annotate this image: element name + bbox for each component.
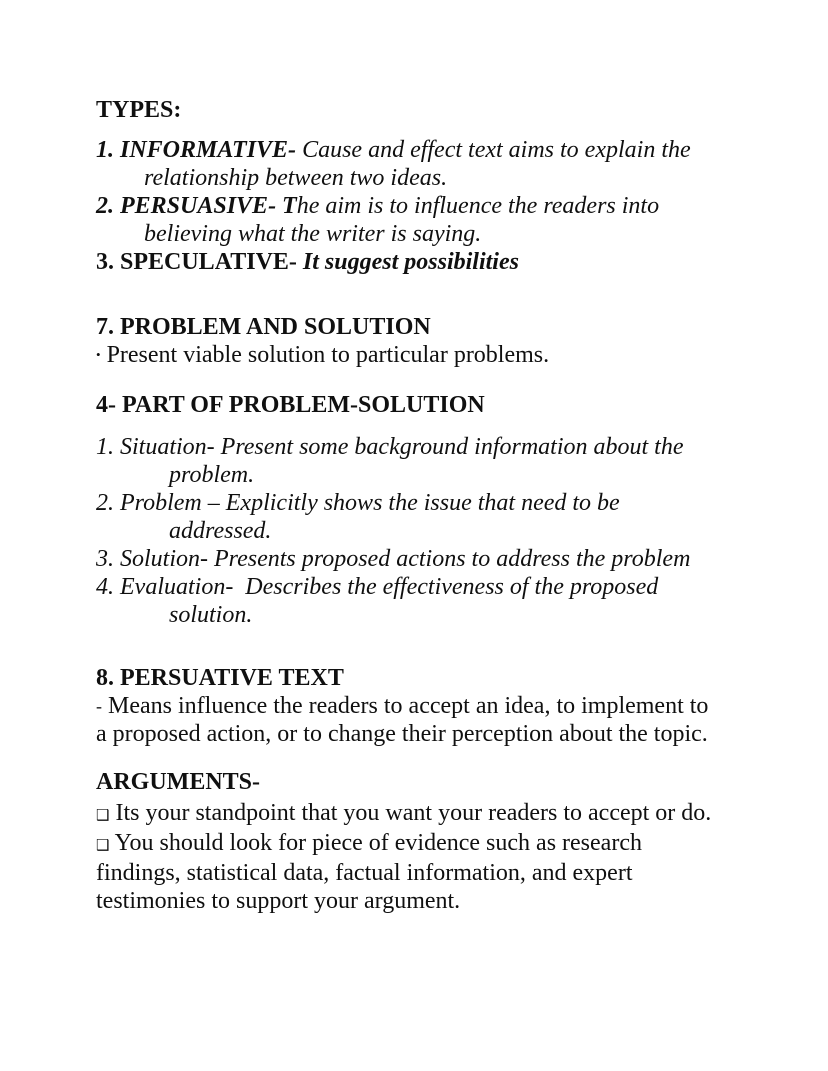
text-line: testimonies to support your argument. (96, 888, 461, 914)
types-list (96, 136, 786, 276)
text-line: You should look for piece of evidence such as research (114, 830, 642, 856)
text-line: Its your standpoint that you want your readers to accept or do. (115, 800, 712, 826)
text-line: solution. (169, 602, 253, 628)
item-lead: 2. PERSUASIVE- T (96, 193, 297, 219)
text-line: 1. Situation- Present some background information about the (96, 434, 684, 460)
text-line: findings, statistical data, factual information, and expert (96, 860, 633, 886)
problem-solution-bullet-line (96, 341, 786, 369)
text-line: 3. Solution- Presents proposed actions to address the problem (96, 546, 691, 572)
dot-bullet-icon: • (96, 347, 101, 362)
section-heading-types: TYPES: (96, 97, 182, 123)
four-part-list (96, 433, 786, 629)
argument-item (96, 799, 786, 829)
list-item-persuasive (96, 192, 786, 248)
text-line: believing what the writer is saying. (144, 221, 482, 247)
text-line: relationship between two ideas. (144, 165, 448, 191)
text-line: addressed. (169, 518, 272, 544)
list-item-evaluation (96, 573, 786, 629)
text-line: Present viable solution to particular problems. (106, 342, 550, 368)
item-lead: 3. SPECULATIVE- (96, 249, 297, 275)
persuative-text-paragraph (96, 692, 786, 748)
document-content (96, 0, 786, 915)
text-line: a proposed action, or to change their perception about the topic. (96, 721, 708, 747)
text-line: Means influence the readers to accept an idea, to implement to (108, 693, 709, 719)
item-lead: 1. INFORMATIVE- (96, 137, 297, 163)
list-item-speculative (96, 248, 786, 276)
section-heading-four-part: 4- PART OF PROBLEM-SOLUTION (96, 392, 485, 418)
list-item-problem (96, 489, 786, 545)
text-line: 2. Problem – Explicitly shows the issue that need to be (96, 490, 620, 516)
text-line: Cause and effect text aims to explain the (302, 137, 691, 163)
text-line: It suggest possibilities (302, 249, 519, 275)
square-bullet-icon: ❑ (96, 806, 110, 824)
section-heading-arguments: ARGUMENTS- (96, 769, 261, 795)
list-item-situation (96, 433, 786, 489)
text-line: 4. Evaluation- Describes the effectiveness of the proposed (96, 574, 659, 600)
text-line: problem. (169, 462, 255, 488)
argument-item (96, 829, 786, 915)
arguments-list (96, 799, 786, 915)
section-heading-persuative-text: 8. PERSUATIVE TEXT (96, 665, 344, 691)
list-item-informative (96, 136, 786, 192)
square-bullet-icon: ❑ (96, 836, 110, 854)
section-heading-problem-solution: 7. PROBLEM AND SOLUTION (96, 314, 431, 340)
dash-bullet-icon: - (96, 696, 102, 716)
list-item-solution (96, 545, 786, 573)
text-line: he aim is to influence the readers into (296, 193, 660, 219)
